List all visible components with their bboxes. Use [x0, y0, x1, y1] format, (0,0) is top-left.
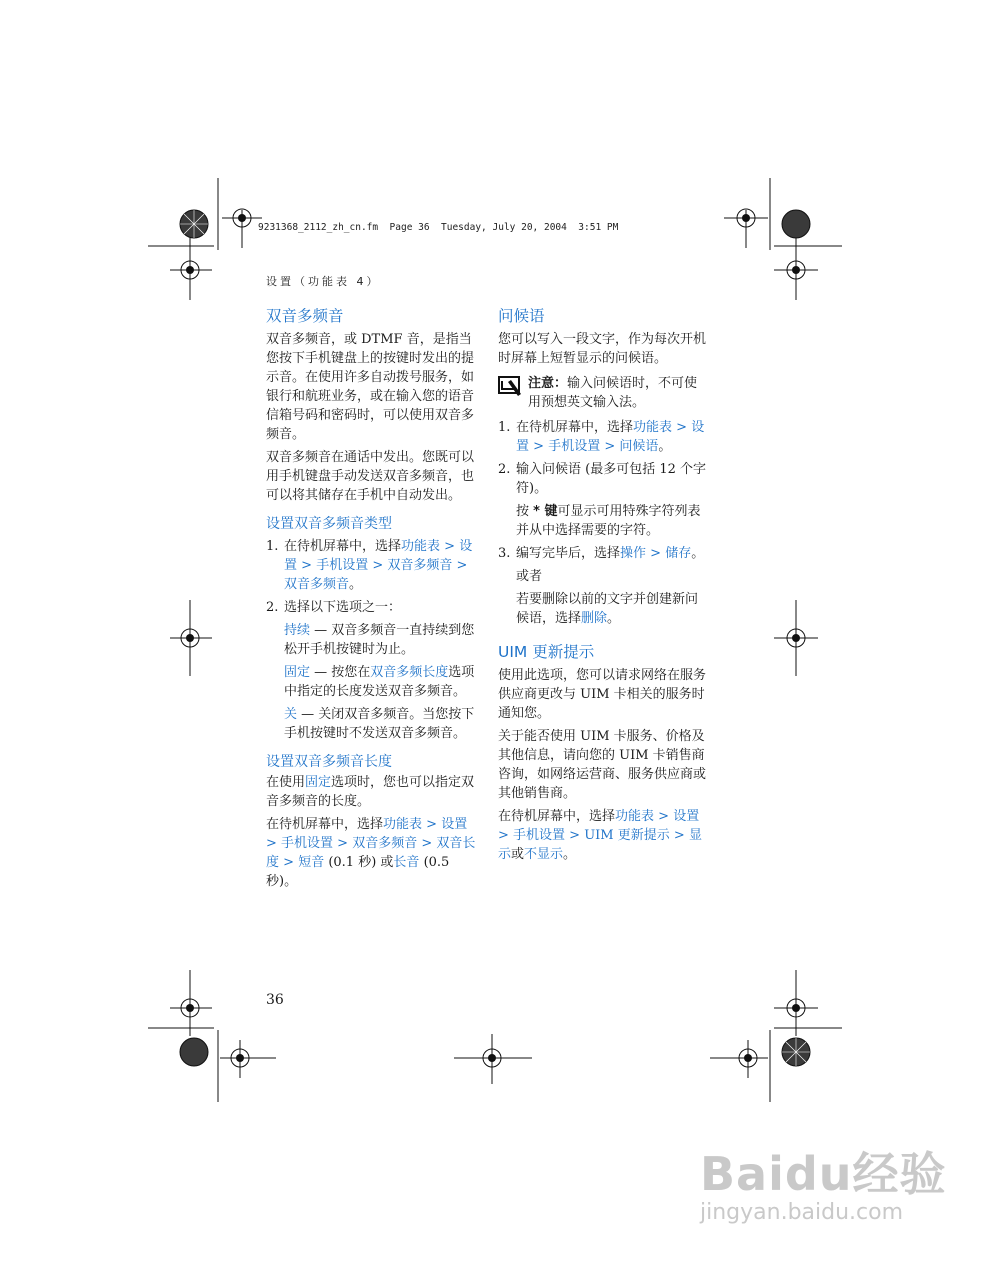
greeting-step-2: 2. 输入问候语 (最多可包括 12 个字符)。 [498, 462, 707, 496]
running-head: 设置（功能表 4） [266, 275, 381, 288]
option-continuous: 持续 — 双音多频音一直持续到您松开手机按键时为止。 [284, 623, 475, 657]
baidu-watermark [700, 1138, 947, 1225]
greeting-heading: 问候语 [498, 307, 545, 325]
left-column [266, 300, 478, 895]
greeting-intro: 您可以写入一段文字，作为每次开机时屏幕上短暂显示的问候语。 [498, 332, 707, 366]
dtmf-intro: 双音多频音，或 DTMF 音，是指当您按下手机键盘上的按键时发出的提示音。在使用许多自动拨号服务，如银行和航班业务，或在输入您的语音信箱号码和密码时，可以使用双音多频音。 [266, 332, 475, 442]
or-text: 或者 [516, 569, 543, 584]
note-text: 注意：输入问候语时，不可使用预想英文输入法。 [528, 376, 698, 410]
page-number: 36 [266, 992, 284, 1008]
option-fixed: 固定 — 按您在双音多频长度选项中指定的长度发送双音多频音。 [284, 665, 475, 699]
uim-intro: 使用此选项，您可以请求网络在服务供应商更改与 UIM 卡相关的服务时通知您。 [498, 668, 707, 721]
dtmf-heading: 双音多频音 [266, 307, 344, 325]
option-off: 关 — 关闭双音多频音。当您按下手机按键时不发送双音多频音。 [284, 707, 475, 741]
greeting-step-3-delete: 若要删除以前的文字并创建新问候语，选择删除。 [516, 592, 699, 626]
greeting-step-2-detail: 按 * 键可显示可用特殊字符列表并从中选择需要的字符。 [516, 504, 701, 538]
greeting-step-1: 1. 在待机屏幕中，选择功能表 > 设置 > 手机设置 > 问候语。 [498, 420, 705, 454]
dtmf-type-step-1: 1. 在待机屏幕中，选择功能表 > 设置 > 手机设置 > 双音多频音 > 双音多频音。 [266, 539, 473, 592]
dtmf-length-steps: 在待机屏幕中，选择功能表 > 设置 > 手机设置 > 双音多频音 > 双音长度 > 短音 (0.1 秒) 或长音 (0.5 秒)。 [266, 817, 476, 889]
dtmf-type-heading: 设置双音多频音类型 [266, 516, 392, 532]
dtmf-usage: 双音多频音在通话中发出。您既可以用手机键盘手动发送双音多频音，也可以将其储存在手机中自动发出。 [266, 450, 475, 503]
dtmf-type-step-2: 2. 选择以下选项之一： [266, 600, 402, 615]
watermark-logo: Baidu经验 [700, 1147, 947, 1201]
note-icon [498, 376, 522, 398]
file-info-header: 9231368_2112_zh_cn.fm Page 36 Tuesday, July 20, 2004 3:51 PM [258, 222, 619, 233]
dtmf-length-intro: 在使用固定选项时，您也可以指定双音多频音的长度。 [266, 775, 475, 809]
uim-heading: UIM 更新提示 [498, 643, 595, 661]
uim-info: 关于能否使用 UIM 卡服务、价格及其他信息，请向您的 UIM 卡销售商咨询，如网络运营商、服务供应商或其他销售商。 [498, 729, 707, 801]
dtmf-length-heading: 设置双音多频音长度 [266, 754, 392, 770]
note-box [498, 374, 710, 412]
uim-steps: 在待机屏幕中，选择功能表 > 设置 > 手机设置 > UIM 更新提示 > 显示或不显示。 [498, 809, 702, 862]
watermark-url: jingyan.baidu.com [700, 1200, 904, 1225]
right-column [498, 300, 710, 868]
greeting-step-3: 3. 编写完毕后，选择操作 > 储存。 [498, 546, 705, 561]
